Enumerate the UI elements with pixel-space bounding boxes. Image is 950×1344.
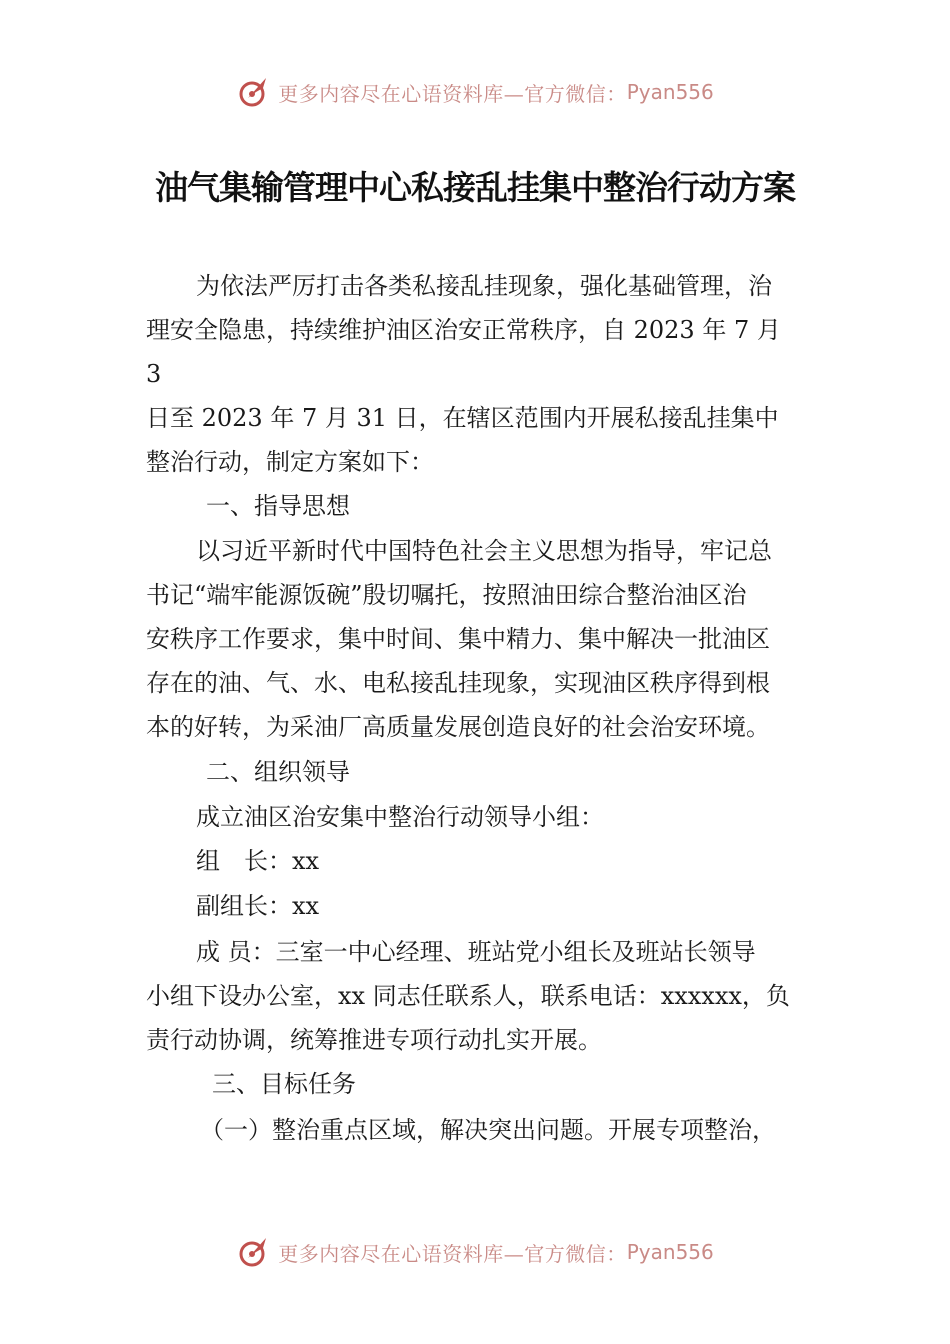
body-line: 组 长：xx	[196, 847, 320, 875]
section-heading: 二、组织领导	[206, 758, 350, 786]
section-heading: 三、目标任务	[212, 1070, 356, 1098]
watermark-text: 更多内容尽在心语资料库—官方微信：	[278, 1241, 627, 1266]
body-line: 安秩序工作要求，集中时间、集中精力、集中解决一批油区	[146, 625, 770, 653]
watermark-text: 更多内容尽在心语资料库—官方微信：	[278, 81, 627, 106]
body-line: 书记“端牢能源饭碗”殷切嘱托，按照油田综合整治油区治	[146, 581, 747, 609]
quill-logo-icon	[236, 1234, 272, 1270]
body-line: （一）整治重点区域，解决突出问题。开展专项整治，	[200, 1116, 776, 1144]
body-line: 责行动协调，统筹推进专项行动扎实开展。	[146, 1026, 602, 1054]
body-line: 以习近平新时代中国特色社会主义思想为指导，牢记总	[196, 537, 772, 565]
body-line: 整治行动，制定方案如下：	[146, 448, 434, 476]
watermark-wechat-id: Pyan556	[626, 1240, 714, 1264]
body-line: 本的好转，为采油厂高质量发展创造良好的社会治安环境。	[146, 713, 770, 741]
body-line: 理安全隐患，持续维护油区治安正常秩序，自 2023 年 7 月	[146, 316, 781, 344]
body-line: 成 员：三室一中心经理、班站党小组长及班站长领导	[196, 938, 756, 966]
body-line: 存在的油、气、水、电私接乱挂现象，实现油区秩序得到根	[146, 669, 770, 697]
section-heading: 一、指导思想	[206, 492, 350, 520]
watermark-footer	[0, 1232, 950, 1272]
body-line: 日至 2023 年 7 月 31 日，在辖区范围内开展私接乱挂集中	[146, 404, 779, 432]
body-line: 小组下设办公室，xx 同志任联系人，联系电话：xxxxxx，负	[146, 982, 790, 1010]
quill-logo-icon	[236, 74, 272, 110]
watermark-header	[0, 72, 950, 112]
watermark-wechat-id: Pyan556	[626, 80, 714, 104]
body-line: 为依法严厉打击各类私接乱挂现象，强化基础管理，治	[196, 272, 772, 300]
body-line: 3	[146, 360, 162, 388]
body-line: 副组长：xx	[196, 892, 320, 920]
document-title: 油气集输管理中心私接乱挂集中整治行动方案	[155, 168, 795, 207]
body-line: 成立油区治安集中整治行动领导小组：	[196, 803, 604, 831]
